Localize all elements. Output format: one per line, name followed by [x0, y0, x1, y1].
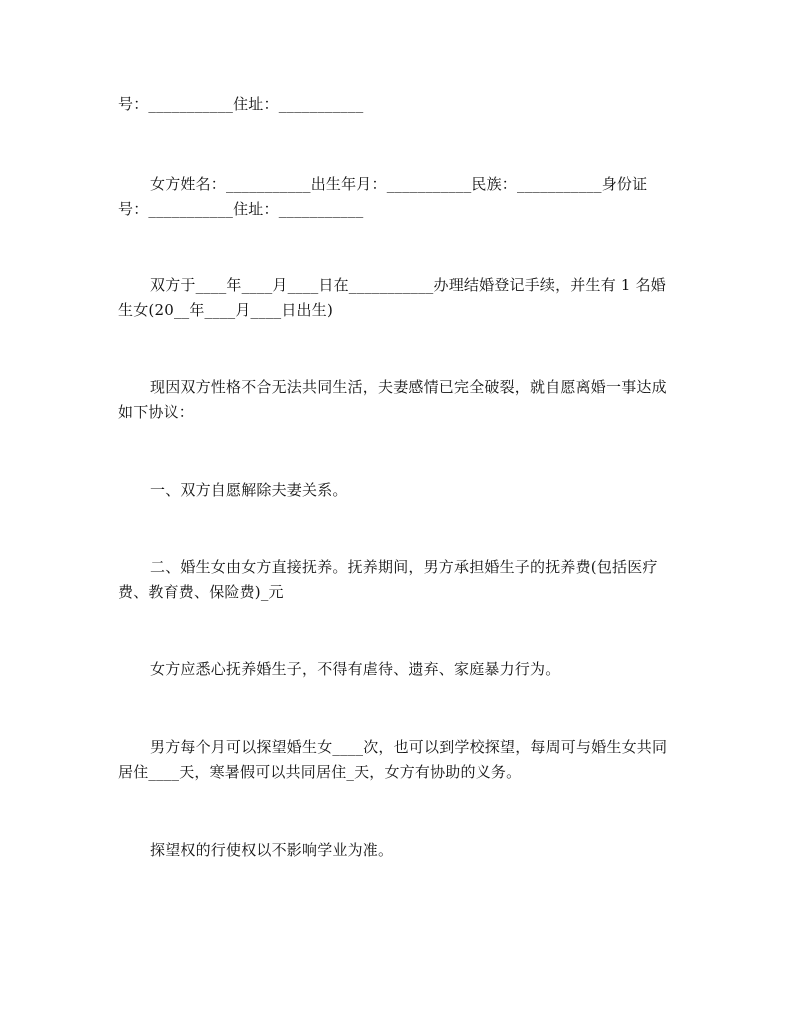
paragraph-male-id-address — [118, 92, 684, 117]
text-line: 女方应悉心抚养婚生子，不得有虐待、遗弃、家庭暴力行为。 — [150, 660, 561, 678]
text-line: 双方于____年____月____日在___________办理结婚登记手续，并生有 1 名婚 — [150, 276, 666, 294]
paragraph-marriage-registration — [118, 273, 684, 323]
text-line: 号：___________住址：___________ — [118, 95, 364, 113]
paragraph-visitation — [118, 735, 684, 785]
text-line: 男方每个月可以探望婚生女____次，也可以到学校探望，每周可与婚生女共同 — [150, 738, 668, 756]
text-line: 号：___________住址：___________ — [118, 200, 364, 218]
text-line: 探望权的行使权以不影响学业为准。 — [150, 841, 394, 859]
paragraph-visitation-limit — [118, 838, 684, 863]
paragraph-divorce-reason — [118, 375, 684, 425]
paragraph-clause-two — [118, 555, 684, 605]
paragraph-custody-duty — [118, 657, 684, 682]
text-line: 一、双方自愿解除夫妻关系。 — [150, 481, 348, 499]
text-line: 费、教育费、保险费)_元 — [118, 583, 284, 601]
paragraph-female-info — [118, 172, 684, 222]
text-line: 生女(20__年____月____日出生) — [118, 301, 333, 319]
paragraph-clause-one — [118, 478, 684, 503]
text-line: 女方姓名：___________出生年月：___________民族：___________身份证 — [150, 175, 648, 193]
text-line: 居住____天，寒暑假可以共同居住_天，女方有协助的义务。 — [118, 763, 522, 781]
text-line: 如下协议： — [118, 403, 195, 421]
text-line: 二、婚生女由女方直接抚养。抚养期间，男方承担婚生子的抚养费(包括医疗 — [150, 558, 658, 576]
text-line: 现因双方性格不合无法共同生活，夫妻感情已完全破裂，就自愿离婚一事达成 — [150, 378, 667, 396]
